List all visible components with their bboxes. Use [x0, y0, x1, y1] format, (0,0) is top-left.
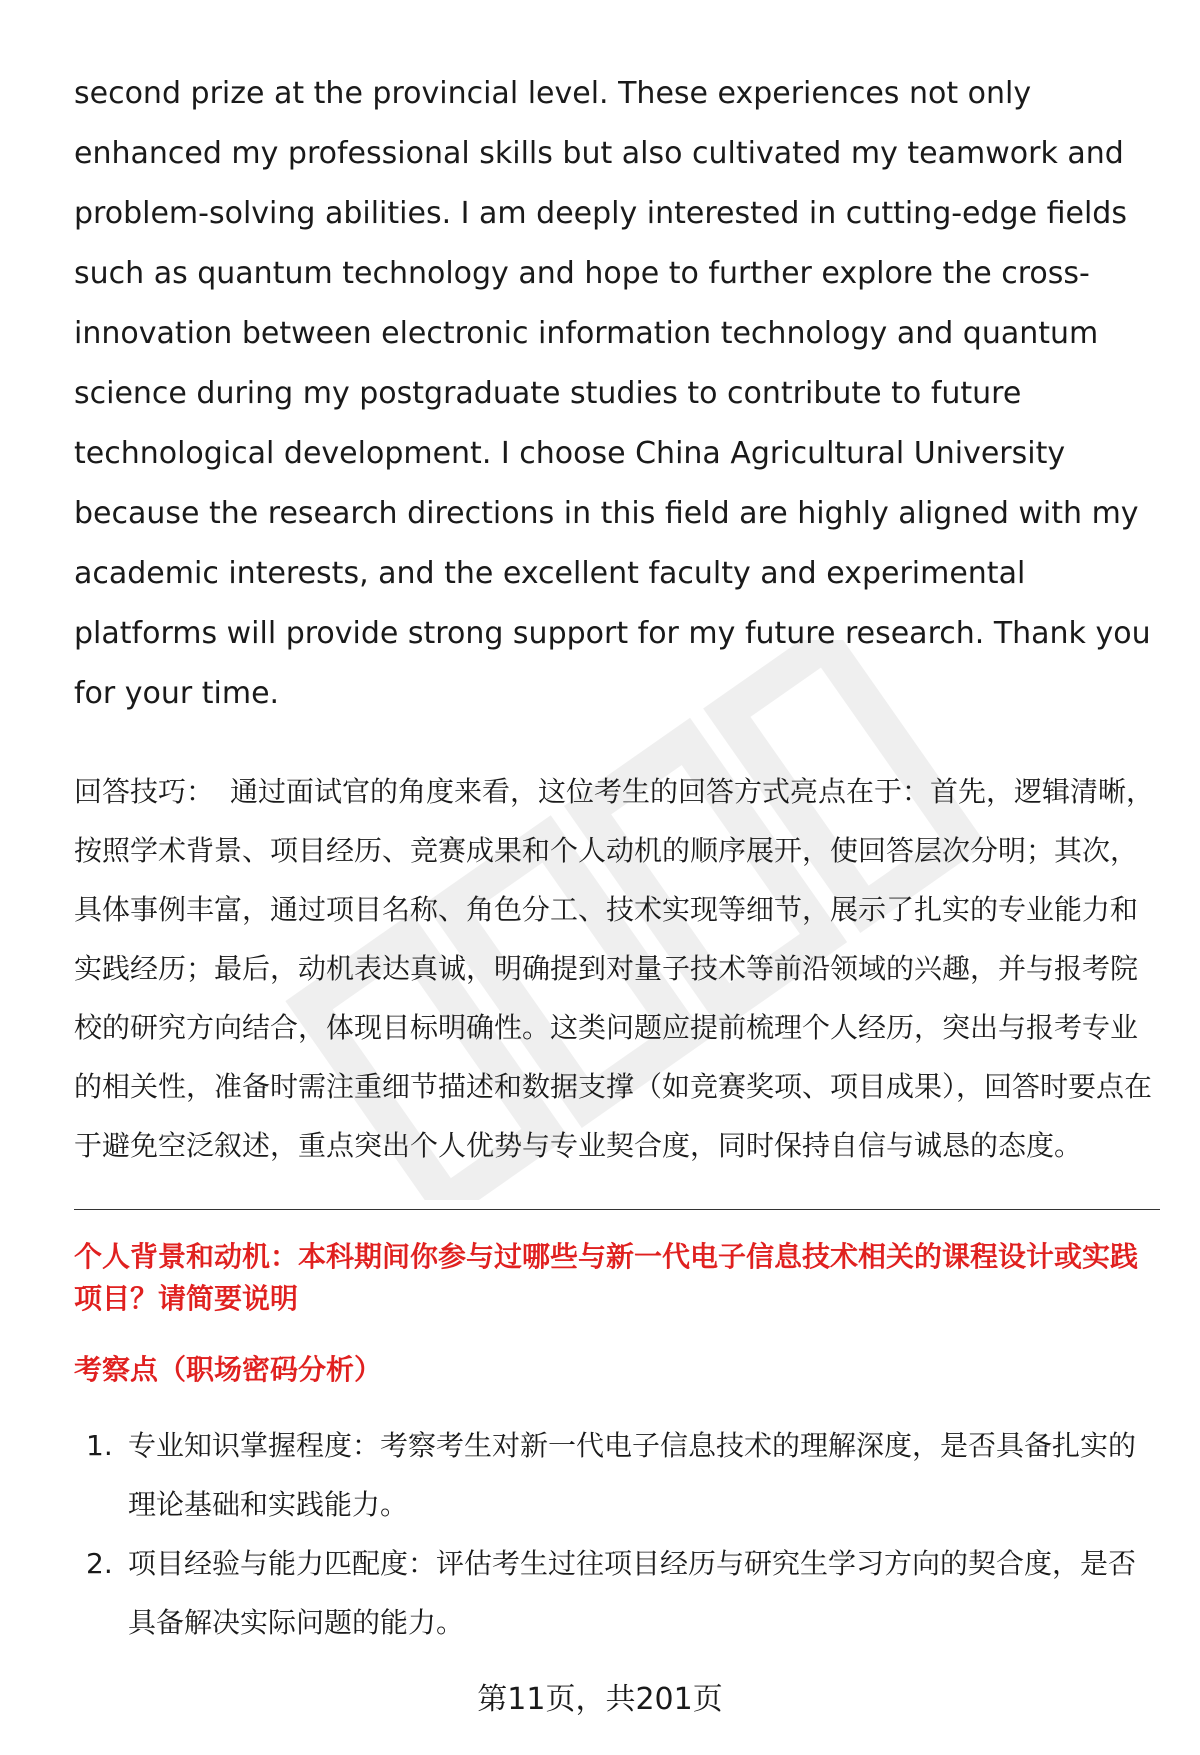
- page-number-footer: 第11页，共201页: [477, 1682, 723, 1717]
- list-item-text: 专业知识掌握程度：考察考生对新一代电子信息技术的理解深度，是否具备扎实的理论基础和实践能力。: [128, 1429, 1137, 1521]
- assessment-list: [74, 1416, 1160, 1652]
- assessment-heading: 考察点（职场密码分析）: [74, 1353, 383, 1386]
- english-answer-paragraph: second prize at the provincial level. These experiences not only enhanced my professional skills but also cultivated my teamwork and problem-solving abilities. I am deeply interested in cutting-edge fields such as quantum technology and hope to further explore the cross-innovation between electronic information technology and quantum science during my postgraduate studies to contribute to future technological development. I choose China Agricultural University because the research directions in this field are highly aligned with my academic interests, and the excellent faculty and experimental platforms will provide strong support for my future research. Thank you for your time.: [74, 76, 1151, 711]
- section-divider: [74, 1209, 1160, 1210]
- list-item-number: 2.: [86, 1547, 113, 1580]
- list-item-text: 项目经验与能力匹配度：评估考生过往项目经历与研究生学习方向的契合度，是否具备解决实际问题的能力。: [128, 1547, 1137, 1639]
- answer-tips-paragraph: [74, 762, 1160, 1175]
- list-item: [74, 1534, 1160, 1652]
- question-title: 个人背景和动机：本科期间你参与过哪些与新一代电子信息技术相关的课程设计或实践项目？请简要说明: [74, 1240, 1139, 1315]
- answer-tips-label: 回答技巧：: [74, 775, 215, 808]
- list-item: [74, 1416, 1160, 1534]
- answer-tips-text: 通过面试官的角度来看，这位考生的回答方式亮点在于：首先，逻辑清晰，按照学术背景、项目经历、竞赛成果和个人动机的顺序展开，使回答层次分明；其次，具体事例丰富，通过项目名称、角色分工、技术实现等细节，展示了扎实的专业能力和实践经历；最后，动机表达真诚，明确提到对量子技术等前沿领域的兴趣，并与报考院校的研究方向结合，体现目标明确性。这类问题应提前梳理个人经历，突出与报考专业的相关性，准备时需注重细节描述和数据支撑（如竞赛奖项、项目成果），回答时要点在于避免空泛叙述，重点突出个人优势与专业契合度，同时保持自信与诚恳的态度。: [74, 775, 1155, 1162]
- list-item-number: 1.: [86, 1429, 113, 1462]
- document-page: [74, 64, 1160, 1652]
